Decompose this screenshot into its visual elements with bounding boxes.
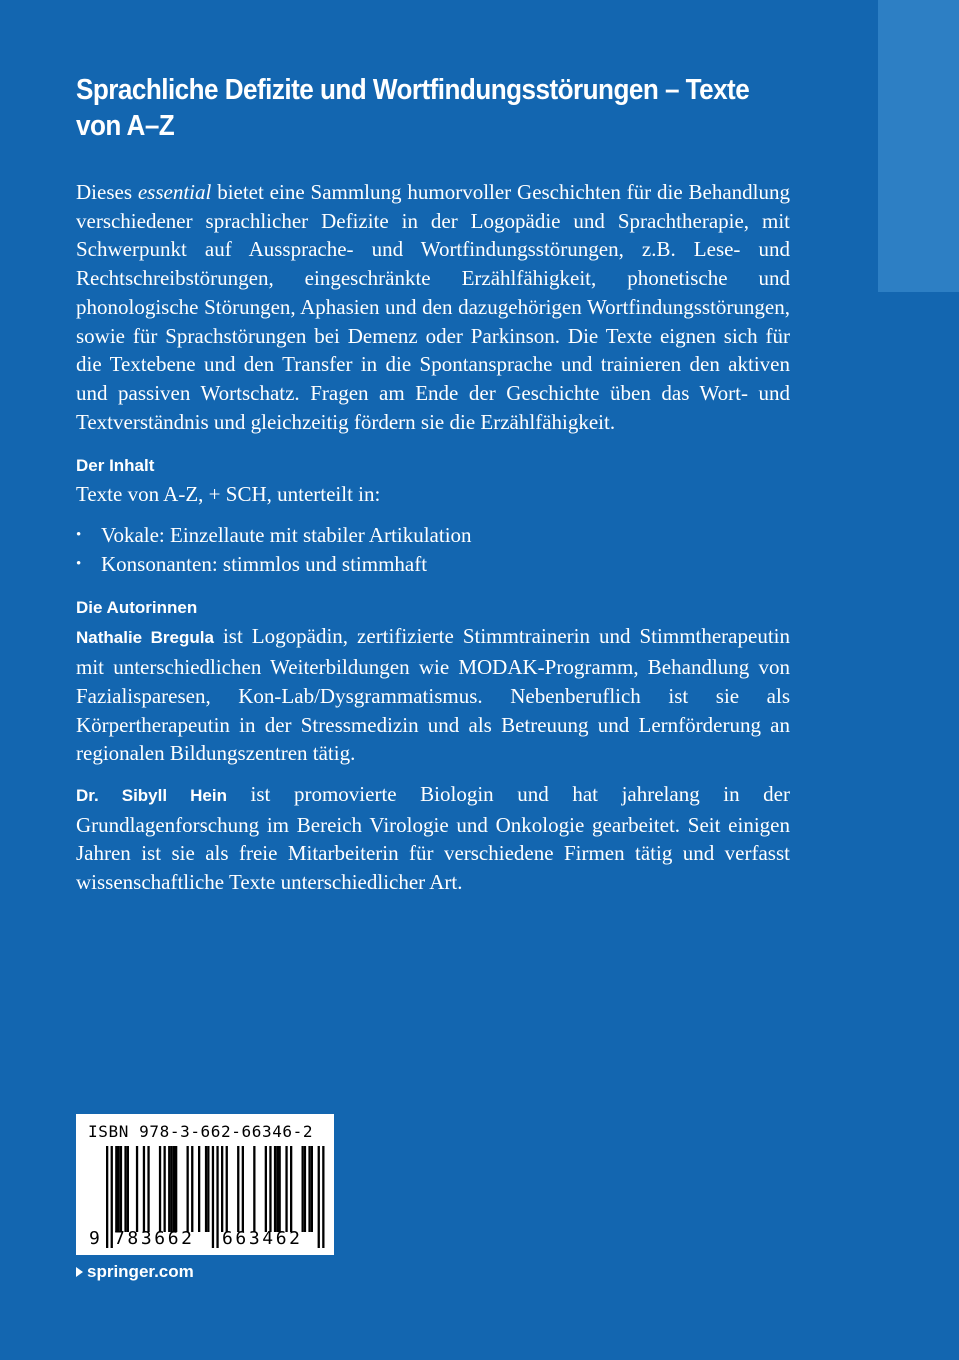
blurb-prefix: Dieses	[76, 180, 138, 204]
barcode-bar	[226, 1146, 228, 1232]
content-intro: Texte von A-Z, + SCH, unterteilt in:	[76, 482, 381, 507]
author-bio-text: ist promovierte Biologin und hat jahrelang in der Grundlagenforschung im Bereich Virologie und Onkologie gearbeitet. Seit einigen Jahren ist sie als freie Mitarbeiterin für verschiedene Firmen tätig und verfasst wissenschaftliche Texte unterschiedlicher Art.	[76, 781, 790, 895]
author-name: Dr. Sibyll Hein	[76, 785, 227, 805]
barcode-bar	[274, 1146, 276, 1232]
barcode-bar	[127, 1146, 129, 1232]
barcode-bar	[168, 1146, 170, 1232]
barcode-bar	[120, 1146, 122, 1232]
barcode-bar	[318, 1146, 320, 1248]
author-name: Nathalie Bregula	[76, 628, 214, 648]
barcode-bar	[143, 1146, 145, 1232]
barcode-bar	[302, 1146, 304, 1232]
corner-color-band	[878, 0, 959, 292]
barcode-bar	[124, 1146, 126, 1232]
barcode-bar	[242, 1146, 244, 1232]
barcode-bar	[221, 1146, 223, 1232]
barcode-bar	[170, 1146, 172, 1232]
publisher-link[interactable]	[76, 1262, 194, 1282]
barcode-digits-right: 663462	[222, 1228, 303, 1249]
barcode-bar	[265, 1146, 267, 1232]
blurb-paragraph	[76, 178, 790, 436]
barcode-bar	[198, 1146, 200, 1232]
barcode-bar	[191, 1146, 193, 1232]
barcode-bar	[106, 1146, 108, 1248]
publisher-link-text[interactable]: springer.com	[87, 1262, 194, 1281]
content-heading: Der Inhalt	[76, 456, 155, 476]
barcode-bar	[237, 1146, 239, 1232]
barcode-bar	[276, 1146, 278, 1232]
barcode-bar	[175, 1146, 177, 1232]
barcode-bar	[115, 1146, 117, 1232]
list-item: • Konsonanten: stimmlos und stimmhaft	[76, 550, 790, 579]
book-title: Sprachliche Defizite und Wortfindungsstörungen – Texte von A–Z	[76, 74, 750, 142]
barcode-bar	[164, 1146, 166, 1232]
author-bio-text: ist Logopädin, zertifizierte Stimmtrainerin und Stimmtherapeutin mit unterschiedlichen Weiterbildungen wie MODAK-Programm, Behandlung von Fazialisparesen, Kon-Lab/Dysgrammatismus. Nebenberuflich ist sie als Körpertherapeutin in der Stressmedizin und als Betreuung und Lernförderung an regionalen Bildungszentren tätig.	[76, 624, 790, 766]
barcode-bar	[285, 1146, 287, 1232]
barcode-bar	[118, 1146, 120, 1232]
barcode-bar	[136, 1146, 138, 1232]
content-list	[76, 521, 790, 578]
barcode-bar	[304, 1146, 306, 1232]
barcode-digits-left: 783662	[114, 1228, 195, 1249]
barcode-bar	[216, 1146, 218, 1248]
barcode-bar	[205, 1146, 207, 1232]
barcode-bar	[253, 1146, 255, 1232]
blurb-text: bietet eine Sammlung humorvoller Geschichten für die Behandlung verschiedener sprachlicher Defizite in der Logopädie und Sprachtherapie, mit Schwerpunkt auf Aussprache- und Wortfindungsstörungen, z.B. Lese- und Rechtschreibstörungen, eingeschränkte Erzählfähigkeit, phonetische und phonologische Störungen, Aphasien und den dazugehörigen Wortfindungsstörungen, sowie für Sprachstörungen bei Demenz oder Parkinson. Die Texte eignen sich für die Textebene und den Transfer in die Spontansprache und trainieren den aktiven und passiven Wortschatz. Fragen am Ende der Geschichte üben das Wort- und Textverständnis und gleichzeitig fördern sie die Erzählfähigkeit.	[76, 180, 790, 434]
barcode-bar	[279, 1146, 281, 1232]
barcode-bar	[290, 1146, 292, 1232]
arrow-right-icon	[76, 1267, 83, 1277]
barcode-bar	[111, 1146, 113, 1248]
isbn-label: ISBN 978-3-662-66346-2	[88, 1122, 314, 1141]
list-item: • Vokale: Einzellaute mit stabiler Artikulation	[76, 521, 790, 550]
barcode-bar	[159, 1146, 161, 1232]
back-cover-content	[76, 72, 790, 897]
barcode-bar	[147, 1146, 149, 1232]
barcode-bar	[269, 1146, 271, 1232]
author-bio-2	[76, 780, 790, 897]
barcode-bar	[212, 1146, 214, 1248]
blurb-emphasis: essential	[137, 180, 212, 204]
barcode-bar	[322, 1146, 324, 1248]
barcode-bar	[207, 1146, 209, 1232]
barcode-bar	[187, 1146, 189, 1232]
barcode-bar	[311, 1146, 313, 1232]
barcode-bar	[173, 1146, 175, 1232]
barcode-bar	[308, 1146, 310, 1232]
barcode-digit-first: 9	[89, 1228, 100, 1249]
author-bio-1	[76, 622, 790, 768]
authors-heading: Die Autorinnen	[76, 598, 198, 618]
isbn-barcode	[76, 1114, 334, 1255]
